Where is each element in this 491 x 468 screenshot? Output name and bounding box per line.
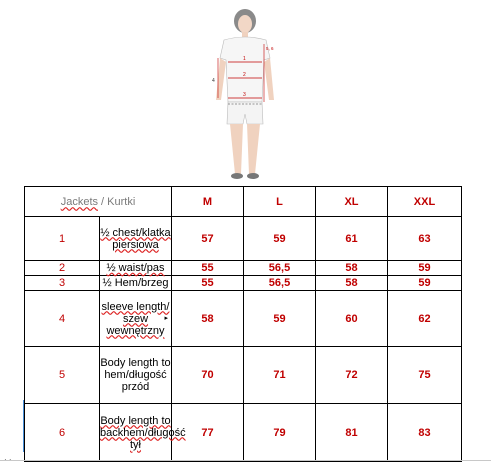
row-description-text: sleeve length/ szew wewnętrzny <box>101 300 170 337</box>
cell-marker-icon: ▸ <box>164 314 168 322</box>
header-label-cell <box>25 187 172 217</box>
value-xl: 72 <box>316 347 388 404</box>
value-xxl: 62 <box>388 291 462 347</box>
value-m: 58 <box>172 291 244 347</box>
value-xl: 58 <box>316 276 388 291</box>
value-m: 77 <box>172 404 244 462</box>
value-m: 57 <box>172 217 244 261</box>
row-description-text: ½ chest/klatka piersiowa <box>100 226 171 251</box>
row-description <box>100 261 172 276</box>
row-description-text: Body length to hem/długość przód <box>100 357 171 393</box>
row-description <box>100 291 172 347</box>
row-description-text: ½ Hem/brzeg <box>102 277 169 289</box>
table-row <box>25 347 462 404</box>
value-m: 70 <box>172 347 244 404</box>
figure-label-3: 3 <box>243 92 246 98</box>
value-m: 55 <box>172 276 244 291</box>
table-row <box>25 261 462 276</box>
header-label-separator: / <box>98 195 108 208</box>
table-header-row <box>25 187 462 217</box>
row-number: 1 <box>25 217 100 261</box>
value-xl: 61 <box>316 217 388 261</box>
row-number: 5 <box>25 347 100 404</box>
row-number: 6 <box>25 404 100 462</box>
value-l: 79 <box>244 404 316 462</box>
header-label-kurtki: Kurtki <box>107 195 136 208</box>
row-description-text: ½ waist/pas <box>106 262 165 274</box>
paragraph-mark-icon: · · <box>4 455 12 464</box>
row-description <box>100 404 186 462</box>
row-description-text: Body length to backhem/długość tył <box>100 414 186 451</box>
model-figure <box>200 6 290 184</box>
row-number: 3 <box>25 276 100 291</box>
size-header-l: L <box>244 187 316 217</box>
size-chart-table <box>24 186 462 462</box>
row-number: 4 <box>25 291 100 347</box>
value-l: 59 <box>244 291 316 347</box>
value-xxl: 75 <box>388 347 462 404</box>
value-xxl: 63 <box>388 217 462 261</box>
figure-label-4: 4 <box>212 78 215 84</box>
value-m: 55 <box>172 261 244 276</box>
document-margin-marker <box>23 400 24 452</box>
size-header-m: M <box>172 187 244 217</box>
row-description <box>100 217 172 261</box>
size-header-xxl: XXL <box>388 187 462 217</box>
value-l: 56,5 <box>244 276 316 291</box>
page-bottom-divider <box>0 460 491 461</box>
table-row <box>25 404 462 462</box>
value-xl: 60 <box>316 291 388 347</box>
value-l: 71 <box>244 347 316 404</box>
value-xxl: 59 <box>388 261 462 276</box>
value-xl: 81 <box>316 404 388 462</box>
value-xxl: 83 <box>388 404 462 462</box>
figure-label-5-6: 5, 6 <box>266 46 274 51</box>
value-xl: 58 <box>316 261 388 276</box>
size-header-xl: XL <box>316 187 388 217</box>
row-number: 2 <box>25 261 100 276</box>
value-xxl: 59 <box>388 276 462 291</box>
figure-label-1: 1 <box>243 56 246 62</box>
model-illustration <box>200 6 290 184</box>
value-l: 56,5 <box>244 261 316 276</box>
table-row <box>25 291 462 347</box>
value-l: 59 <box>244 217 316 261</box>
row-description <box>100 276 172 291</box>
table-row <box>25 217 462 261</box>
table-row <box>25 276 462 291</box>
figure-label-2: 2 <box>243 72 246 78</box>
row-description <box>100 347 172 404</box>
header-label-jackets: Jackets <box>60 195 98 208</box>
